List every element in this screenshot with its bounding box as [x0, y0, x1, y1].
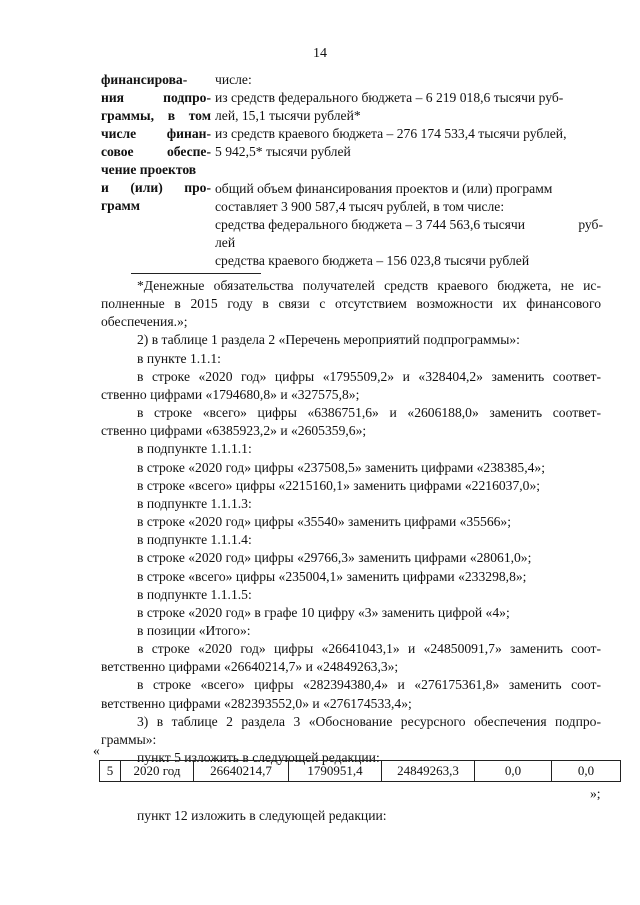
right-line: составляет 3 900 587,4 тысяч рублей, в том числе: — [215, 199, 505, 214]
quote-open: « — [93, 743, 100, 758]
body-line: в строке «всего» цифры «2215160,1» заменить цифрами «2216037,0»; — [137, 477, 541, 493]
footnote-line: полненные в 2015 году в связи с отсутствием возможности их финансового — [101, 296, 601, 312]
page-number: 14 — [313, 46, 327, 61]
left-column-word: ния — [101, 90, 125, 105]
right-line: из средств федерального бюджета – 6 219 018,6 тысячи руб- — [215, 90, 564, 105]
footnote-line: *Денежные обязательства получателей средств краевого бюджета, не ис- — [137, 278, 601, 293]
body-line: ственно цифрами «6385923,2» и «2605359,6»; — [101, 423, 367, 439]
body-line: в строке «всего» цифры «282394380,4» и «276175361,8» заменить соот- — [137, 677, 601, 693]
left-column-line — [101, 71, 211, 89]
left-column-word: чение проектов — [101, 162, 197, 177]
body-line: ственно цифрами «1794680,8» и «327575,8»; — [101, 386, 360, 402]
body-line: в строке «2020 год» в графе 10 цифру «3» заменить цифрой «4»; — [137, 604, 510, 620]
table-cell: 2020 год — [121, 761, 194, 782]
left-column-word: том — [188, 108, 211, 123]
right-line: лей — [215, 235, 236, 250]
left-column-line — [101, 161, 211, 179]
left-column-line — [101, 107, 211, 125]
left-column-line — [101, 143, 211, 161]
body-line: ветственно цифрами «282393552,0» и «276174533,4»; — [101, 695, 412, 711]
table-cell: 0,0 — [475, 761, 552, 782]
federal-funding-hyphen: руб- — [578, 217, 603, 232]
table-cell: 5 — [100, 761, 121, 782]
body-line: в строке «2020 год» цифры «237508,5» заменить цифрами «238385,4»; — [137, 459, 545, 475]
funding-table — [99, 760, 621, 782]
body-line: ветственно цифрами «26640214,7» и «24849263,3»; — [101, 659, 399, 675]
right-column-text-2 — [215, 180, 603, 270]
body-line: в подпункте 1.1.1.3: — [137, 495, 252, 511]
body-line: в подпункте 1.1.1.4: — [137, 532, 252, 548]
left-column-word: финан- — [166, 126, 211, 141]
body-line: в позиции «Итого»: — [137, 622, 251, 638]
left-column-word: грамм — [101, 198, 141, 213]
left-column-word: совое — [101, 144, 134, 159]
body-line: в строке «2020 год» цифры «26641043,1» и «24850091,7» заменить соот- — [137, 641, 601, 657]
federal-funding-text: средства федерального бюджета – 3 744 563,6 тысячи — [215, 217, 526, 232]
table-cell: 0,0 — [552, 761, 621, 782]
body-line: в строке «всего» цифры «235004,1» заменить цифрами «233298,8»; — [137, 568, 527, 584]
right-line: средства краевого бюджета – 156 023,8 тысячи рублей — [215, 253, 530, 268]
left-column-line — [101, 197, 211, 215]
table-cell: 1790951,4 — [289, 761, 382, 782]
left-column-line — [101, 89, 211, 107]
body-line: в подпункте 1.1.1.1: — [137, 441, 252, 457]
left-column-line — [101, 125, 211, 143]
body-line: в строке «2020 год» цифры «1795509,2» и «328404,2» заменить соответ- — [137, 368, 601, 384]
table-row — [100, 761, 621, 782]
right-line: числе: — [215, 72, 252, 87]
right-line: лей, 15,1 тысячи рублей* — [215, 108, 361, 123]
left-column-word: граммы, — [101, 108, 155, 123]
left-column-heading — [101, 71, 211, 215]
body-line: 2) в таблице 1 раздела 2 «Перечень мероприятий подпрограммы»: — [137, 332, 520, 348]
left-column-word: финансирова- — [101, 72, 188, 87]
table-cell: 24849263,3 — [382, 761, 475, 782]
body-line: в строке «всего» цифры «6386751,6» и «2606188,0» заменить соответ- — [137, 405, 601, 421]
footnote-line: обеспечения.»; — [101, 314, 188, 330]
body-line: в пункте 1.1.1: — [137, 350, 221, 366]
body-line: в строке «2020 год» цифры «29766,3» заменить цифрами «28061,0»; — [137, 550, 532, 566]
right-line: из средств краевого бюджета – 276 174 533,4 тысячи рублей, — [215, 126, 567, 141]
body-line: в подпункте 1.1.1.5: — [137, 586, 252, 602]
final-line: пункт 12 изложить в следующей редакции: — [137, 808, 387, 823]
left-column-word: (или) — [130, 180, 163, 195]
right-line: 5 942,5* тысячи рублей — [215, 144, 351, 159]
left-column-line — [101, 179, 211, 197]
left-column-word: в — [167, 108, 176, 123]
left-column-word: и — [101, 180, 109, 195]
left-column-word: числе — [101, 126, 137, 141]
left-column-word: обеспе- — [166, 144, 211, 159]
footnote-separator — [131, 273, 261, 274]
body-line: в строке «2020 год» цифры «35540» заменить цифрами «35566»; — [137, 514, 511, 530]
right-line: общий объем финансирования проектов и (или) программ — [215, 181, 553, 196]
right-line-federal — [215, 216, 603, 234]
left-column-word: подпро- — [163, 90, 211, 105]
table-cell: 26640214,7 — [194, 761, 289, 782]
body-line: 3) в таблице 2 раздела 3 «Обоснование ресурсного обеспечения подпро- — [137, 713, 601, 729]
right-column-text — [215, 71, 566, 161]
body-line: граммы»: — [101, 731, 157, 747]
left-column-word: про- — [184, 180, 211, 195]
body-line: пункт 5 изложить в следующей редакции: — [137, 750, 380, 766]
body-text — [101, 277, 601, 767]
quote-close: »; — [590, 786, 601, 801]
